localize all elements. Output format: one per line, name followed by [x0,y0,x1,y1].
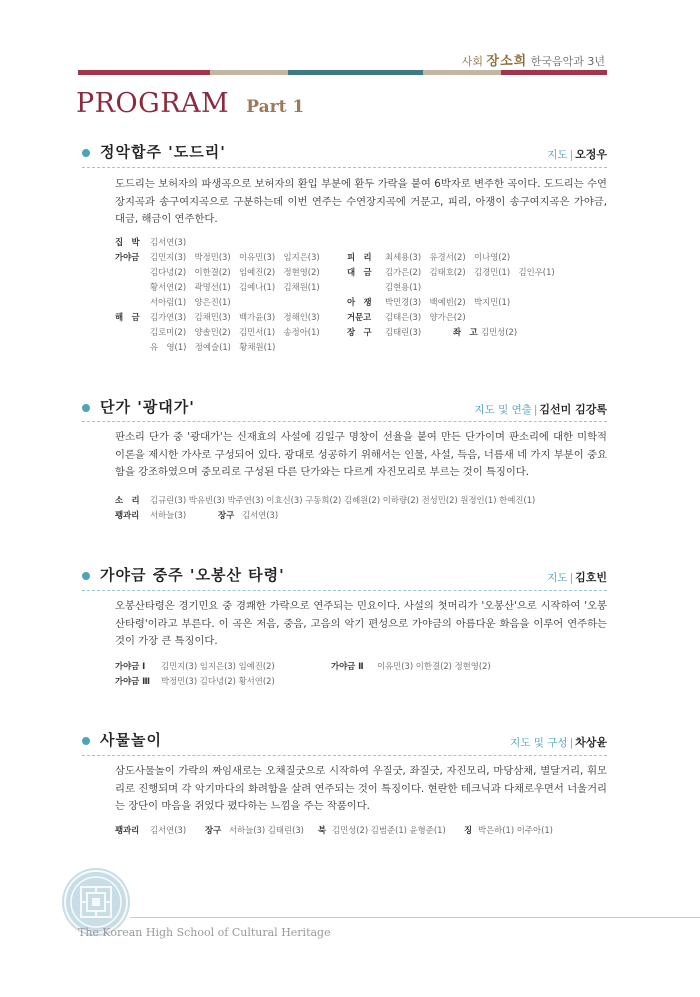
header-bar-segment-1 [78,70,210,75]
director-name: 김호빈 [575,571,607,584]
program-title: PROGRAM [76,88,230,119]
section-4-divider [82,755,607,756]
host-name: 장소희 [486,54,528,69]
footer-school-name: The Korean High School of Cultural Heritage [78,926,331,939]
section-2-divider [82,421,607,422]
section-4-credits [115,823,615,838]
credit-row: 가야금 Ⅲ 박정민(3) 김다녕(2) 황서연(2) [115,676,275,686]
header-bar-segment-5 [501,70,607,75]
credit-row: 집 박 김서연(3) [115,237,187,247]
section-3-title: 가야금 중주 '오봉산 타령' [100,566,285,584]
header-bar-segment-2 [210,70,288,75]
section-1-title: 정악합주 '도드리' [100,143,226,161]
section-2-title: 단가 '광대가' [100,398,195,416]
section-4-director: 지도 및 구성 | 차상윤 [510,736,607,749]
section-1-divider [82,167,607,168]
section-1-header [82,143,607,165]
credit-row: 김다녕(2) 이한결(2) 임예진(2) 정현영(2) 대 금 김가은(2) 김태호(2) 김경민(1) 김인우(1) [150,267,555,277]
bullet-icon [82,404,90,412]
section-1-description: 도드리는 보허자의 파생곡으로 보허자의 환입 부분에 환두 가락을 붙여 6박자로 변주한 곡이다. 도드리는 수연장지곡과 송구여지곡으로 구분하는데 이번 연주는 수연장지곡에 거문고, 피리, 아쟁이 송구여지곡은 가야금, 대금, 해금이 연주한다. [115,178,607,225]
section-4-header [82,731,607,753]
section-4-title: 사물놀이 [100,731,162,749]
bullet-icon [82,149,90,157]
header-bar-segment-4 [423,70,501,75]
section-2-director: 지도 및 연출 | 김선미 김강록 [474,403,607,416]
director-role: 지도 [547,149,568,161]
director-name: 오정우 [575,148,607,161]
section-3-header [82,566,607,588]
director-role: 지도 및 연출 [474,404,532,416]
section-1-director: 지도 | 오정우 [547,148,607,161]
section-4-description: 삼도사물놀이 가락의 짜임새로는 오채질굿으로 시작하여 우질굿, 좌질굿, 자진모리, 마당삼채, 별달거리, 휘모리로 진행되며 각 악기마다의 화려함을 살려 연주되는 것이 특징이다. 현란한 테크닉과 다채로우면서 너울거리는 장단이 마음을 쥐었다 폈다하는 느낌을 주는 작품이다. [115,765,607,812]
section-3-credits [115,659,615,689]
section-3-divider [82,590,607,591]
bullet-icon [82,737,90,745]
host-department: 한국음악과 3년 [530,55,605,68]
section-1-credits [115,235,615,355]
credit-row: 소 리 김규린(3) 박유빈(3) 박주연(3) 이효신(3) 구동희(2) 김혜원(2) 이하량(2) 전성민(2) 원정인(1) 한예진(1) [115,495,536,505]
header-bar-segment-3 [288,70,423,75]
credit-row: 유 영(1) 정예슬(1) 황채원(1) [150,342,276,352]
part-label: Part 1 [246,97,305,117]
credit-row: 가야금 Ⅰ 김민지(3) 임지은(3) 임예진(2) 가야금 Ⅱ 이유민(3) 이한결(2) 정현영(2) [115,661,491,671]
host-credit [462,50,605,69]
section-2-description: 판소리 단가 중 '광대가'는 신재효의 사설에 김일구 명창이 선율을 붙여 만든 단가이며 판소리에 대한 미학적 이론을 제시한 가사로 구성되어 있다. 광대로 성공하기 위해서는 인물, 사설, 득음, 너름새 네 가지 부분이 중요함을 강조하였으며 중모리로 구성된 다른 단가와는 다르게 자진모리로 부르는 것이 특징이다. [115,431,607,478]
credit-row: 가야금 김민지(3) 박정민(3) 이유민(3) 임지은(3) 피 리 최세용(3) 유경서(2) 이나영(2) [115,252,511,262]
director-role: 지도 및 구성 [510,737,568,749]
host-role: 사회 [461,55,484,68]
bullet-icon [82,572,90,580]
section-3-description: 오봉산타령은 경기민요 중 경쾌한 가락으로 연주되는 민요이다. 사설의 첫머리가 '오봉산'으로 시작하여 '오봉산타령'이라고 부른다. 이 곡은 저음, 중음, 고음의 악기 편성으로 가야금의 아름다운 화음을 이루어 연주하는 것이 가장 큰 특징이다. [115,600,607,647]
section-3-director: 지도 | 김호빈 [547,571,607,584]
credit-row: 김로미(2) 양솔민(2) 김민서(1) 송정아(1) 장 구 김태린(3) 좌 고 김민성(2) [150,327,518,337]
credit-row: 꽹과리 김서연(3) 장구 서하늘(3) 김태린(3) 북 김민성(2) 김범준(1) 윤형준(1) 징 박은하(1) 이주아(1) [115,825,553,835]
director-role: 지도 [547,572,568,584]
credit-row: 꽹과리 서하늘(3) 장구 김서연(3) [115,510,279,520]
credit-row: 서아림(1) 양은진(1) 아 쟁 박민경(3) 백예빈(2) 박지민(1) [150,297,511,307]
credit-row: 황서연(2) 곽명선(1) 김예나(1) 김채원(1) 김현용(1) [150,282,422,292]
credit-row: 해 금 김가연(3) 김채민(3) 백가윤(3) 정해인(3) 거문고 김태은(3) 양가은(2) [115,312,466,322]
director-name: 김선미 김강록 [539,403,607,416]
footer-divider [130,917,700,918]
section-2-credits [115,493,615,523]
director-name: 차상윤 [575,736,607,749]
section-2-header [82,398,607,420]
page-title [76,88,304,119]
